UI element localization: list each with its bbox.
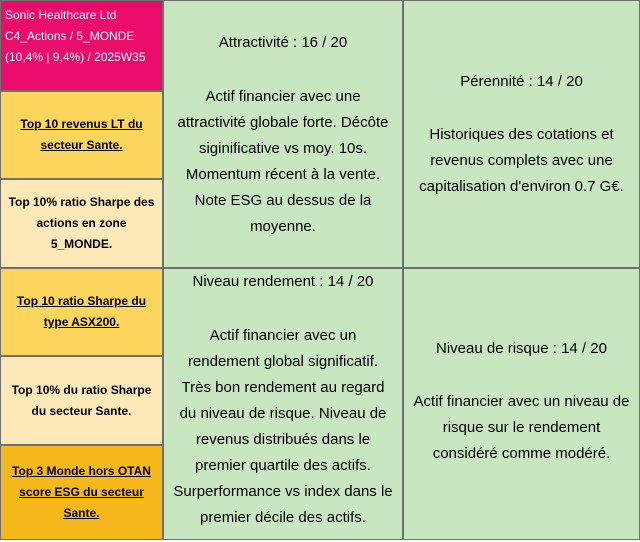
attractivite-line: Actif financier avec une (205, 88, 361, 105)
perennite-line: capitalisation d'environ 0.7 G€. (419, 178, 624, 195)
attractivite-panel (163, 0, 403, 268)
side-card-label: Top 10 ratio Sharpe du type ASX200. (16, 294, 147, 329)
rendement-description (164, 323, 402, 531)
risque-panel (403, 268, 640, 540)
rendement-line: premier décile des actifs. (200, 509, 366, 526)
risque-line: Actif financier avec un niveau de (413, 393, 630, 410)
attractivite-line: Momentum récent à la vente. (185, 166, 381, 183)
rendement-line: premier quartile des actifs. (195, 457, 371, 474)
rendement-line: Surperformance vs index dans le (173, 483, 393, 500)
side-card-sharpe-type (0, 268, 163, 356)
perennite-score: Pérennité : 14 / 20 (460, 73, 583, 90)
perennite-line: revenus complets avec une (430, 152, 613, 169)
perennite-description (404, 122, 639, 200)
asset-category: C4_Actions / 5_MONDE (5, 29, 135, 43)
rendement-line: rendement global significatif. (187, 353, 379, 370)
side-card-sharpe-secteur (0, 356, 163, 445)
rendement-line: revenus distribués dans le (195, 431, 371, 448)
perennite-panel (403, 0, 640, 268)
risque-line: considéré comme modéré. (432, 445, 611, 462)
asset-name: Sonic Healthcare Ltd (5, 8, 117, 22)
asset-title-block (0, 0, 163, 91)
risque-description (404, 389, 639, 467)
side-card-label: Top 10% ratio Sharpe des actions en zone 5_MONDE. (8, 195, 155, 251)
risque-score: Niveau de risque : 14 / 20 (436, 340, 607, 357)
side-card-revenus (0, 91, 163, 179)
side-card-label: Top 10 revenus LT du secteur Sante. (20, 117, 143, 152)
rendement-score: Niveau rendement : 14 / 20 (192, 273, 374, 290)
side-card-label: Top 3 Monde hors OTAN score ESG du secteur Sante. (12, 464, 151, 520)
side-card-label: Top 10% du ratio Sharpe du secteur Sante. (11, 382, 152, 418)
risque-line: risque sur le rendement (442, 419, 601, 436)
side-card-sharpe-zone (0, 179, 163, 268)
rendement-line: Très bon rendement au regard (181, 379, 385, 396)
side-card-esg (0, 445, 163, 540)
rendement-panel (163, 268, 403, 540)
asset-performance: (10,4% | 9,4%) / 2025W35 (5, 50, 146, 64)
attractivite-line: moyenne. (250, 218, 316, 235)
rendement-line: Actif financier avec un (209, 327, 357, 344)
attractivite-line: Note ESG au dessus de la (194, 192, 372, 209)
perennite-line: Historiques des cotations et (429, 126, 614, 143)
attractivite-line: siginificative vs moy. 10s. (198, 140, 368, 157)
attractivite-line: attractivité globale forte. Décôte (177, 114, 389, 131)
attractivite-score: Attractivité : 16 / 20 (218, 34, 348, 51)
rendement-line: du niveau de risque. Niveau de (179, 405, 387, 422)
attractivite-description (164, 84, 402, 240)
